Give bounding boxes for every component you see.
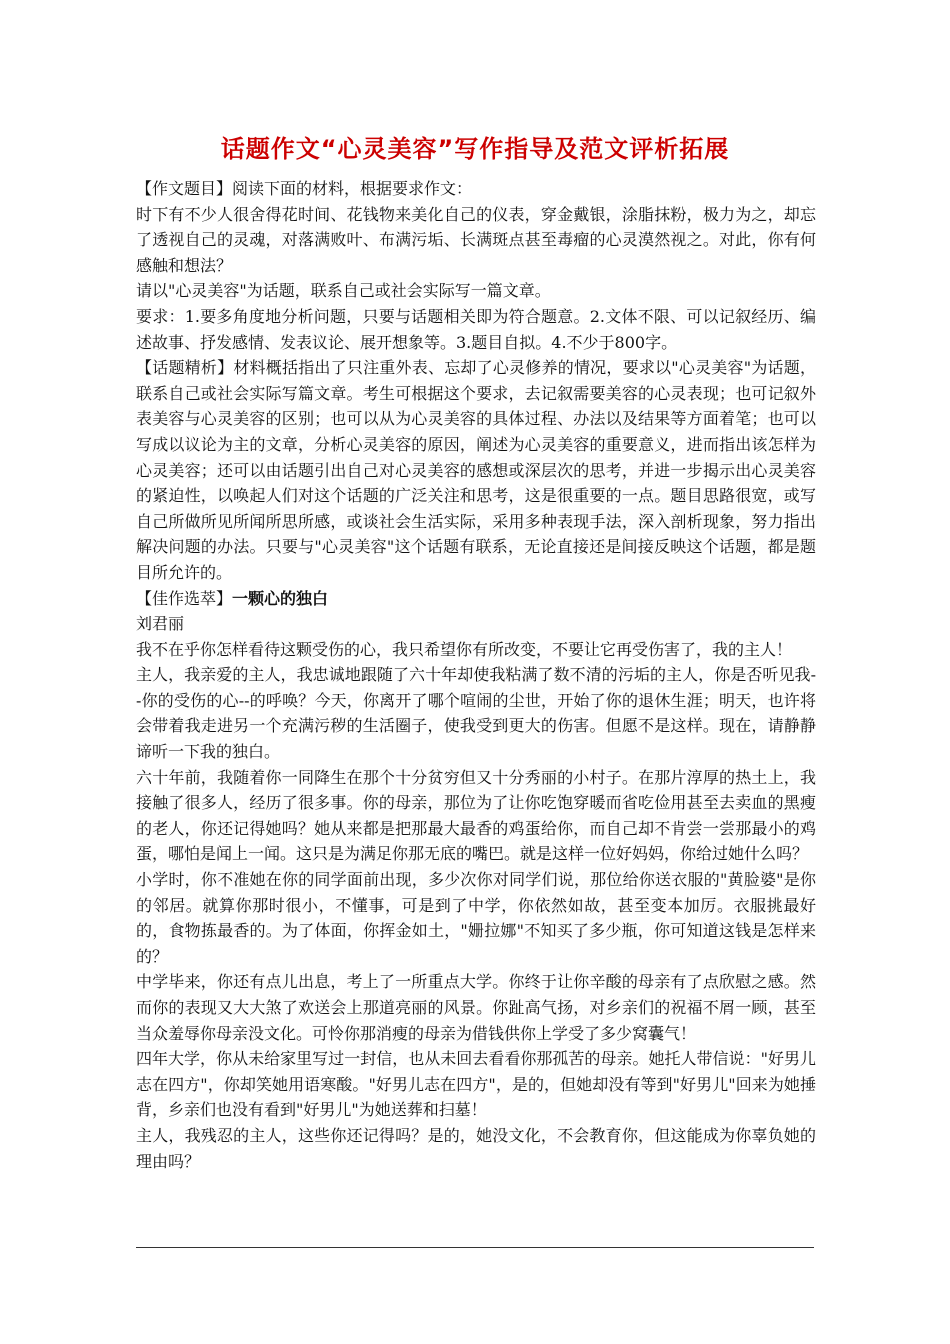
essay-paragraph: 六十年前，我随着你一同降生在那个十分贫穷但又十分秀丽的小村子。在那片淳厚的热土上，我接触了很多人，经历了很多事。你的母亲，那位为了让你吃饱穿暖而省吃俭用甚至去卖血的黑瘦的老人，你还记得她吗？她从来都是把那最大最香的鸡蛋给你，而自己却不肯尝一尝那最小的鸡蛋，哪怕是闻上一闻。这只是为满足你那无底的嘴巴。就是这样一位好妈妈，你给过她什么吗？ [136,767,816,864]
essay-tag: 【佳作选萃】 [136,588,233,608]
essay-paragraph: 主人，我亲爱的主人，我忠诚地跟随了六十年却使我粘满了数不清的污垢的主人，你是否听见我--你的受伤的心--的呼唤？今天，你离开了哪个喧闹的尘世，开始了你的退休生涯；明天，也许将会带着我走进另一个充满污秽的生活圈子，使我受到更大的伤害。但愿不是这样。现在，请静静谛听一下我的独白。 [136,665,816,762]
analysis-text: 材料概括指出了只注重外表、忘却了心灵修养的情况，要求以"心灵美容"为话题，联系自己或社会实际写篇文章。考生可根据这个要求，去记叙需要美容的心灵表现；也可记叙外表美容与心灵美容的区别；也可以从为心灵美容的具体过程、办法以及结果等方面着笔；也可以写成以议论为主的文章，分析心灵美容的原因，阐述为心灵美容的重要意义，进而指出该怎样为心灵美容；还可以由话题引出自己对心灵美容的感想或深层次的思考，并进一步揭示出心灵美容的紧迫性，以唤起人们对这个话题的广泛关注和思考，这是很重要的一点。题目思路很宽，或写自己所做所见所闻所思所感，或谈社会生活实际，采用多种表现手法，深入剖析现象，努力指出解决问题的办法。只要与"心灵美容"这个话题有联系，无论直接还是间接反映这个话题，都是题目所允许的。 [136,358,816,582]
essay-heading [136,586,816,612]
document-title: 话题作文“心灵美容”写作指导及范文评析拓展 [220,135,730,163]
prompt-tag: 【作文题目】 [136,179,233,198]
essay-paragraph: 小学时，你不准她在你的同学面前出现，多少次你对同学们说，那位给你送衣服的"黄脸婆"是你的邻居。就算你那时很小，不懂事，可是到了中学，你依然如故，甚至变本加厉。衣服挑最好的，食物拣最香的。为了体面，你挥金如土，"姗拉娜"不知买了多少瓶，你可知道这钱是怎样来的？ [136,870,816,966]
essay-title: 一颗心的独白 [232,588,329,608]
analysis-tag: 【话题精析】 [136,358,234,378]
essay-paragraph: 四年大学，你从未给家里写过一封信，也从未回去看看你那孤苦的母亲。她托人带信说："好男儿志在四方"，你却笑她用语寒酸。"好男儿志在四方"，是的，但她却没有等到"好男儿"回来为她捶背，乡亲们也没有看到"好男儿"为她送葬和扫墓！ [136,1049,816,1120]
essay-paragraph: 我不在乎你怎样看待这颗受伤的心，我只希望你有所改变，不要让它再受伤害了，我的主人！ [136,639,793,659]
essay-author: 刘君丽 [136,614,185,634]
prompt-intro: 阅读下面的材料，根据要求作文： [232,179,473,198]
prompt-intro-paragraph [136,176,816,202]
prompt-instruction: 请以"心灵美容"为话题，联系自己或社会实际写一篇文章。 [136,281,551,301]
essay-paragraph: 中学毕来，你还有点儿出息，考上了一所重点大学。你终于让你辛酸的母亲有了点欣慰之感。然而你的表现又大大煞了欢送会上那道亮丽的风景。你趾高气扬，对乡亲们的祝福不屑一顾，甚至当众羞辱你母亲没文化。可怜你那消瘦的母亲为借钱供你上学受了多少窝囊气！ [136,972,816,1043]
essay-paragraph: 主人，我残忍的主人，这些你还记得吗？是的，她没文化，不会教育你，但这能成为你辜负她的理由吗？ [136,1125,816,1171]
prompt-requirements: 要求：1.要多角度地分析问题，只要与话题相关即为符合题意。2.文体不限、可以记叙经历、编述故事、抒发感情、发表议论、展开想象等。3.题目自拟。4.不少于800字。 [136,306,816,352]
document-body [136,176,816,1174]
footer-divider [136,1247,814,1248]
prompt-material: 时下有不少人很舍得花时间、花钱物来美化自己的仪表，穿金戴银，涂脂抹粉，极力为之，却忘了透视自己的灵魂，对落满败叶、布满污垢、长满斑点甚至毒瘤的心灵漠然视之。对此，你有何感触和想法？ [136,204,816,275]
analysis-paragraph [136,355,816,585]
